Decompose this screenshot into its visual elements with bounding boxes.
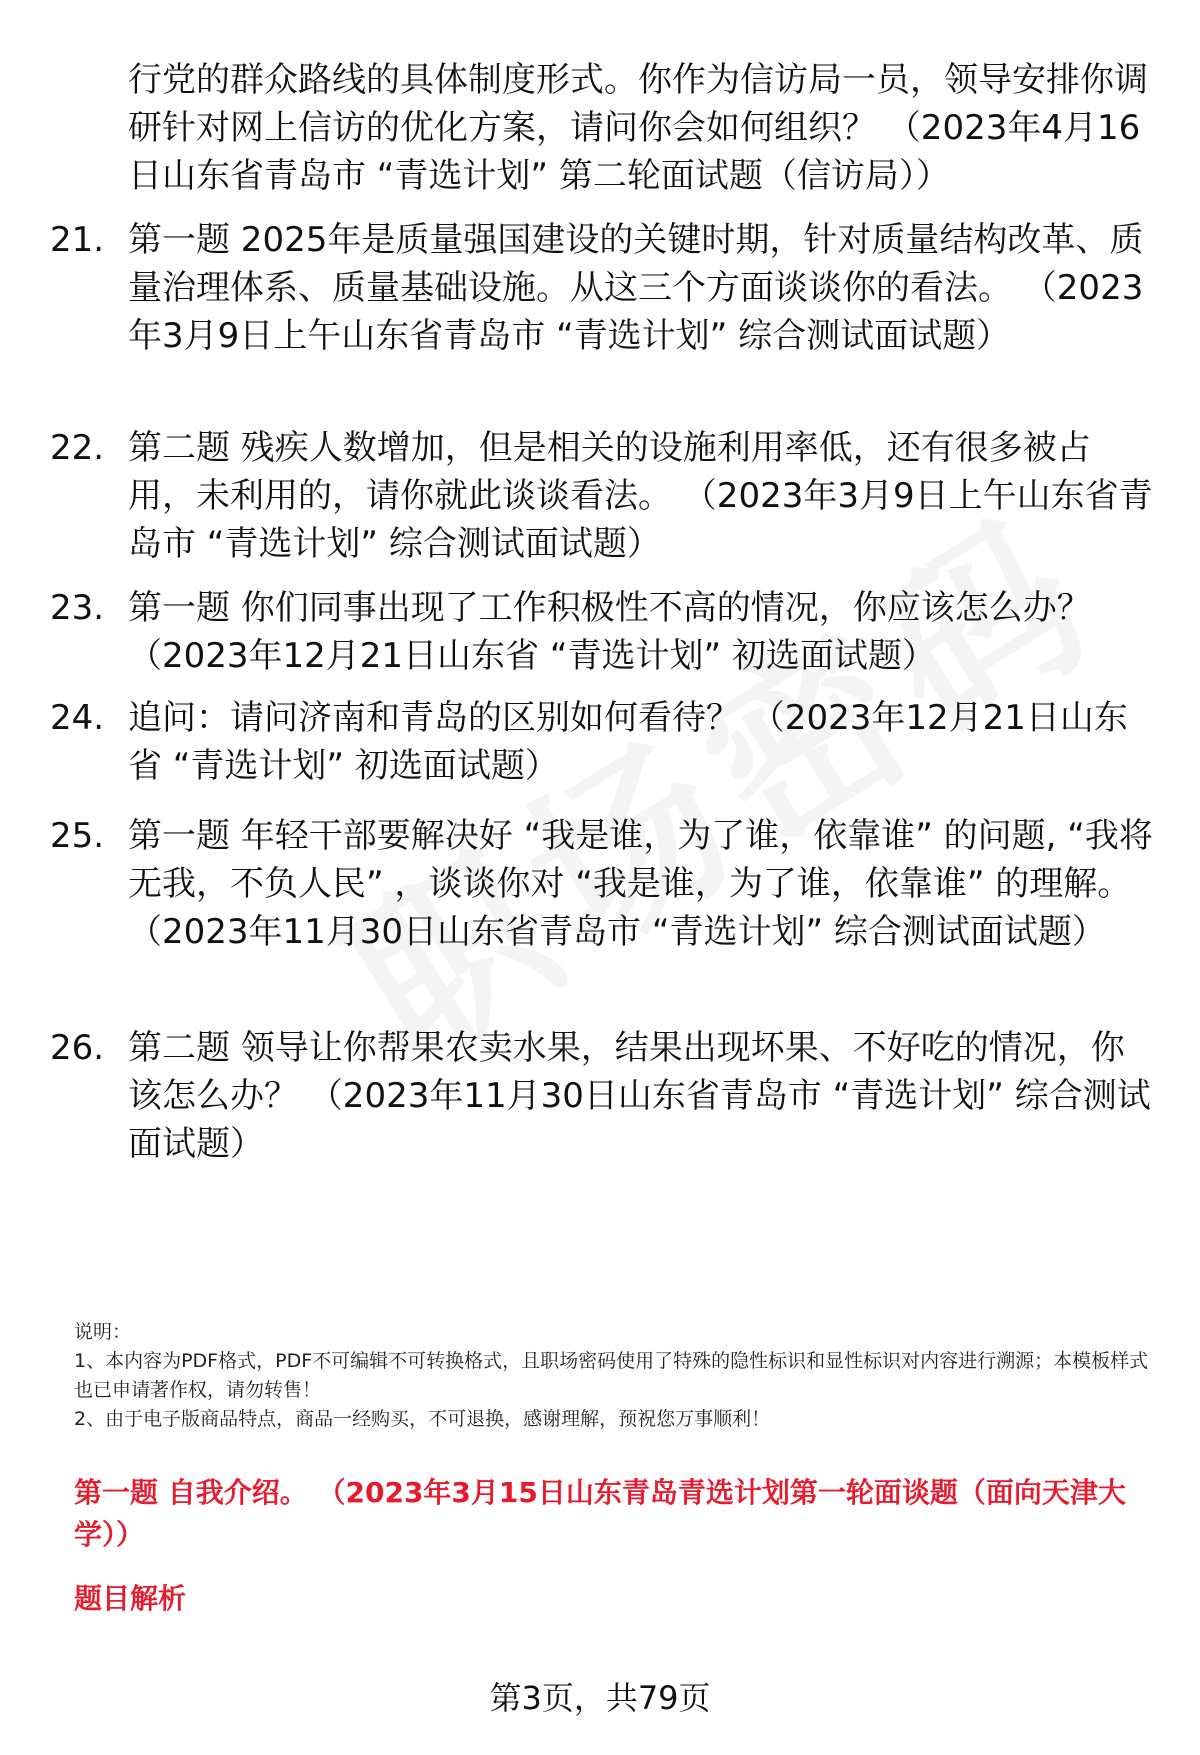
question-item xyxy=(50,584,1158,680)
question-item xyxy=(50,424,1158,568)
question-text: 追问：请问济南和青岛的区别如何看待？ （2023年12月21日山东省 “青选计划” 初选面试题） xyxy=(128,698,1128,786)
question-number: 22. xyxy=(50,428,105,468)
question-number: 21. xyxy=(50,220,105,260)
question-text: 第二题 领导让你帮果农卖水果，结果出现坏果、不好吃的情况，你该怎么办？ （2023年11月30日山东省青岛市 “青选计划” 综合测试面试题） xyxy=(128,1028,1151,1164)
analysis-heading: 题目解析 xyxy=(74,1582,187,1615)
question-text: 第二题 残疾人数增加，但是相关的设施利用率低，还有很多被占用，未利用的，请你就此谈谈看法。 （2023年3月9日上午山东省青岛市 “青选计划” 综合测试面试题） xyxy=(128,428,1153,564)
notes-section xyxy=(74,1318,1164,1434)
notes-line: 1、本内容为PDF格式，PDF不可编辑不可转换格式，且职场密码使用了特殊的隐性标识和显性标识对内容进行溯源；本模板样式也已申请著作权，请勿转售！ xyxy=(74,1350,1149,1401)
page-number: 第3页，共79页 xyxy=(489,1679,711,1717)
question-text: 第一题 年轻干部要解决好 “我是谁，为了谁，依靠谁” 的问题, “我将无我，不负人民” ，谈谈你对 “我是谁，为了谁，依靠谁” 的理解。 （2023年11月30日山东省青岛市 “青选计划” 综合测试面试题） xyxy=(128,816,1153,952)
question-item xyxy=(50,694,1158,790)
notes-line: 2、由于电子版商品特点，商品一经购买，不可退换，感谢理解，预祝您万事顺利！ xyxy=(74,1408,771,1430)
highlighted-question-title: 第一题 自我介绍。 （2023年3月15日山东青岛青选计划第一轮面谈题（面向天津大学）） xyxy=(74,1476,1126,1551)
continued-question-text: 行党的群众路线的具体制度形式。你作为信访局一员，领导安排你调研针对网上信访的优化方案，请问你会如何组织？ （2023年4月16日山东省青岛市 “青选计划” 第二轮面试题（信访局）） xyxy=(128,60,1148,196)
question-text: 第一题 2025年是质量强国建设的关键时期，针对质量结构改革、质量治理体系、质量基础设施。从这三个方面谈谈你的看法。 （2023年3月9日上午山东省青岛市 “青选计划” 综合测试面试题） xyxy=(128,220,1144,356)
question-number: 25. xyxy=(50,816,105,856)
notes-heading: 说明： xyxy=(74,1321,132,1343)
question-item xyxy=(50,216,1158,360)
question-text: 第一题 你们同事出现了工作积极性不高的情况，你应该怎么办？ （2023年12月21日山东省 “青选计划” 初选面试题） xyxy=(128,588,1091,676)
question-number: 24. xyxy=(50,698,105,738)
question-number: 26. xyxy=(50,1028,105,1068)
question-item xyxy=(50,812,1158,956)
question-item xyxy=(50,1024,1158,1168)
question-number: 23. xyxy=(50,588,105,628)
